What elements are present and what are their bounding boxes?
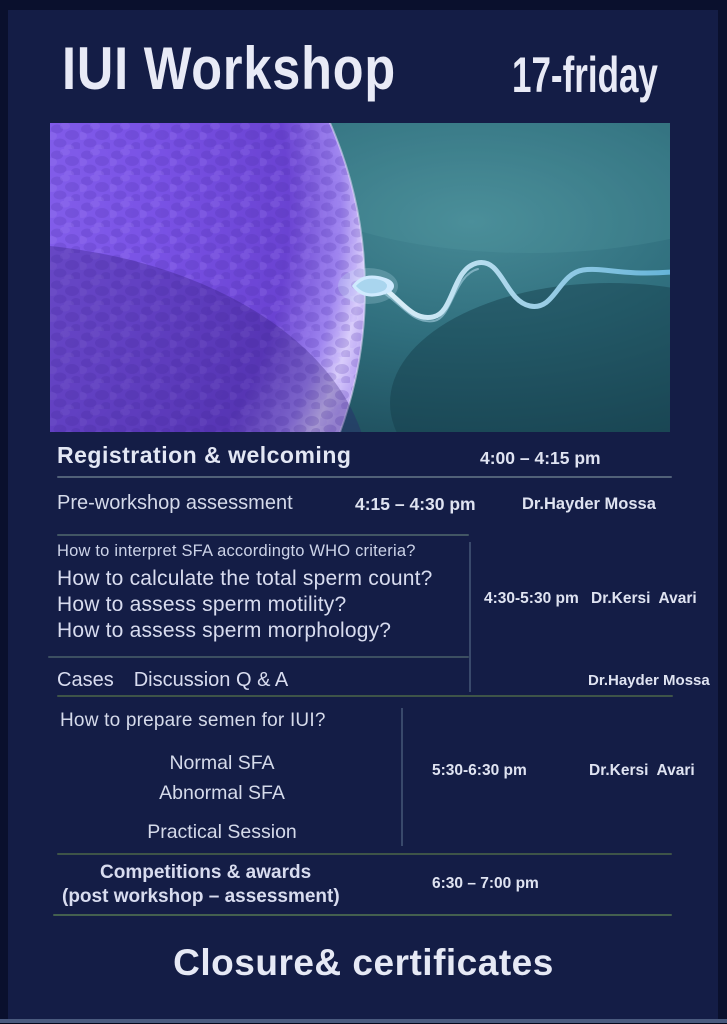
session-registration-label: Registration & welcoming: [57, 442, 352, 468]
session-registration-time: 4:00 – 4:15 pm: [480, 448, 601, 468]
sfa-question: How to calculate the total sperm count?: [57, 567, 433, 590]
divider-line: [48, 656, 469, 658]
sfa-question: How to interpret SFA accordingto WHO criteria?: [57, 542, 416, 560]
prepare-item: Normal SFA: [169, 752, 275, 774]
prepare-item: Practical Session: [147, 821, 297, 843]
divider-line: [57, 534, 469, 536]
session-competitions-label: Competitions & awards: [100, 862, 312, 883]
session-preworkshop-label: Pre-workshop assessment: [57, 492, 293, 514]
session-cases-speaker: Dr.Hayder Mossa: [588, 672, 710, 689]
sfa-question: How to assess sperm motility?: [57, 593, 347, 616]
divider-line: [57, 476, 672, 478]
event-date: 17-friday: [512, 47, 658, 103]
session-prepare-title: How to prepare semen for IUI?: [60, 710, 326, 731]
vertical-divider: [469, 542, 471, 692]
session-cases-label: [57, 669, 288, 692]
session-competitions-time: 6:30 – 7:00 pm: [432, 875, 539, 892]
prepare-item: Abnormal SFA: [159, 782, 285, 804]
session-preworkshop-speaker: Dr.Hayder Mossa: [522, 495, 656, 513]
egg-and-sperm-fertilization-image: [50, 123, 670, 432]
session-prepare-speaker: Dr.Kersi Avari: [589, 762, 695, 779]
vertical-divider: [401, 708, 403, 846]
session-competitions-sublabel: (post workshop – assessment): [62, 886, 340, 907]
session-prepare-time: 5:30-6:30 pm: [432, 762, 527, 779]
session-sfa-questions: [57, 542, 467, 644]
session-prepare-items: [57, 752, 387, 851]
divider-line: [57, 695, 673, 697]
session-preworkshop-time: 4:15 – 4:30 pm: [355, 494, 476, 514]
session-sfa-time: 4:30-5:30 pm: [484, 590, 579, 607]
cases-discussion: Discussion Q & A: [133, 669, 289, 691]
divider-line: [53, 914, 672, 916]
page-title: IUI Workshop: [62, 35, 396, 102]
session-sfa-speaker: Dr.Kersi Avari: [591, 590, 697, 607]
cases-word: Cases: [57, 669, 114, 691]
sfa-question: How to assess sperm morphology?: [57, 619, 392, 642]
divider-line: [57, 853, 672, 855]
closure-title: Closure& certificates: [173, 942, 554, 983]
